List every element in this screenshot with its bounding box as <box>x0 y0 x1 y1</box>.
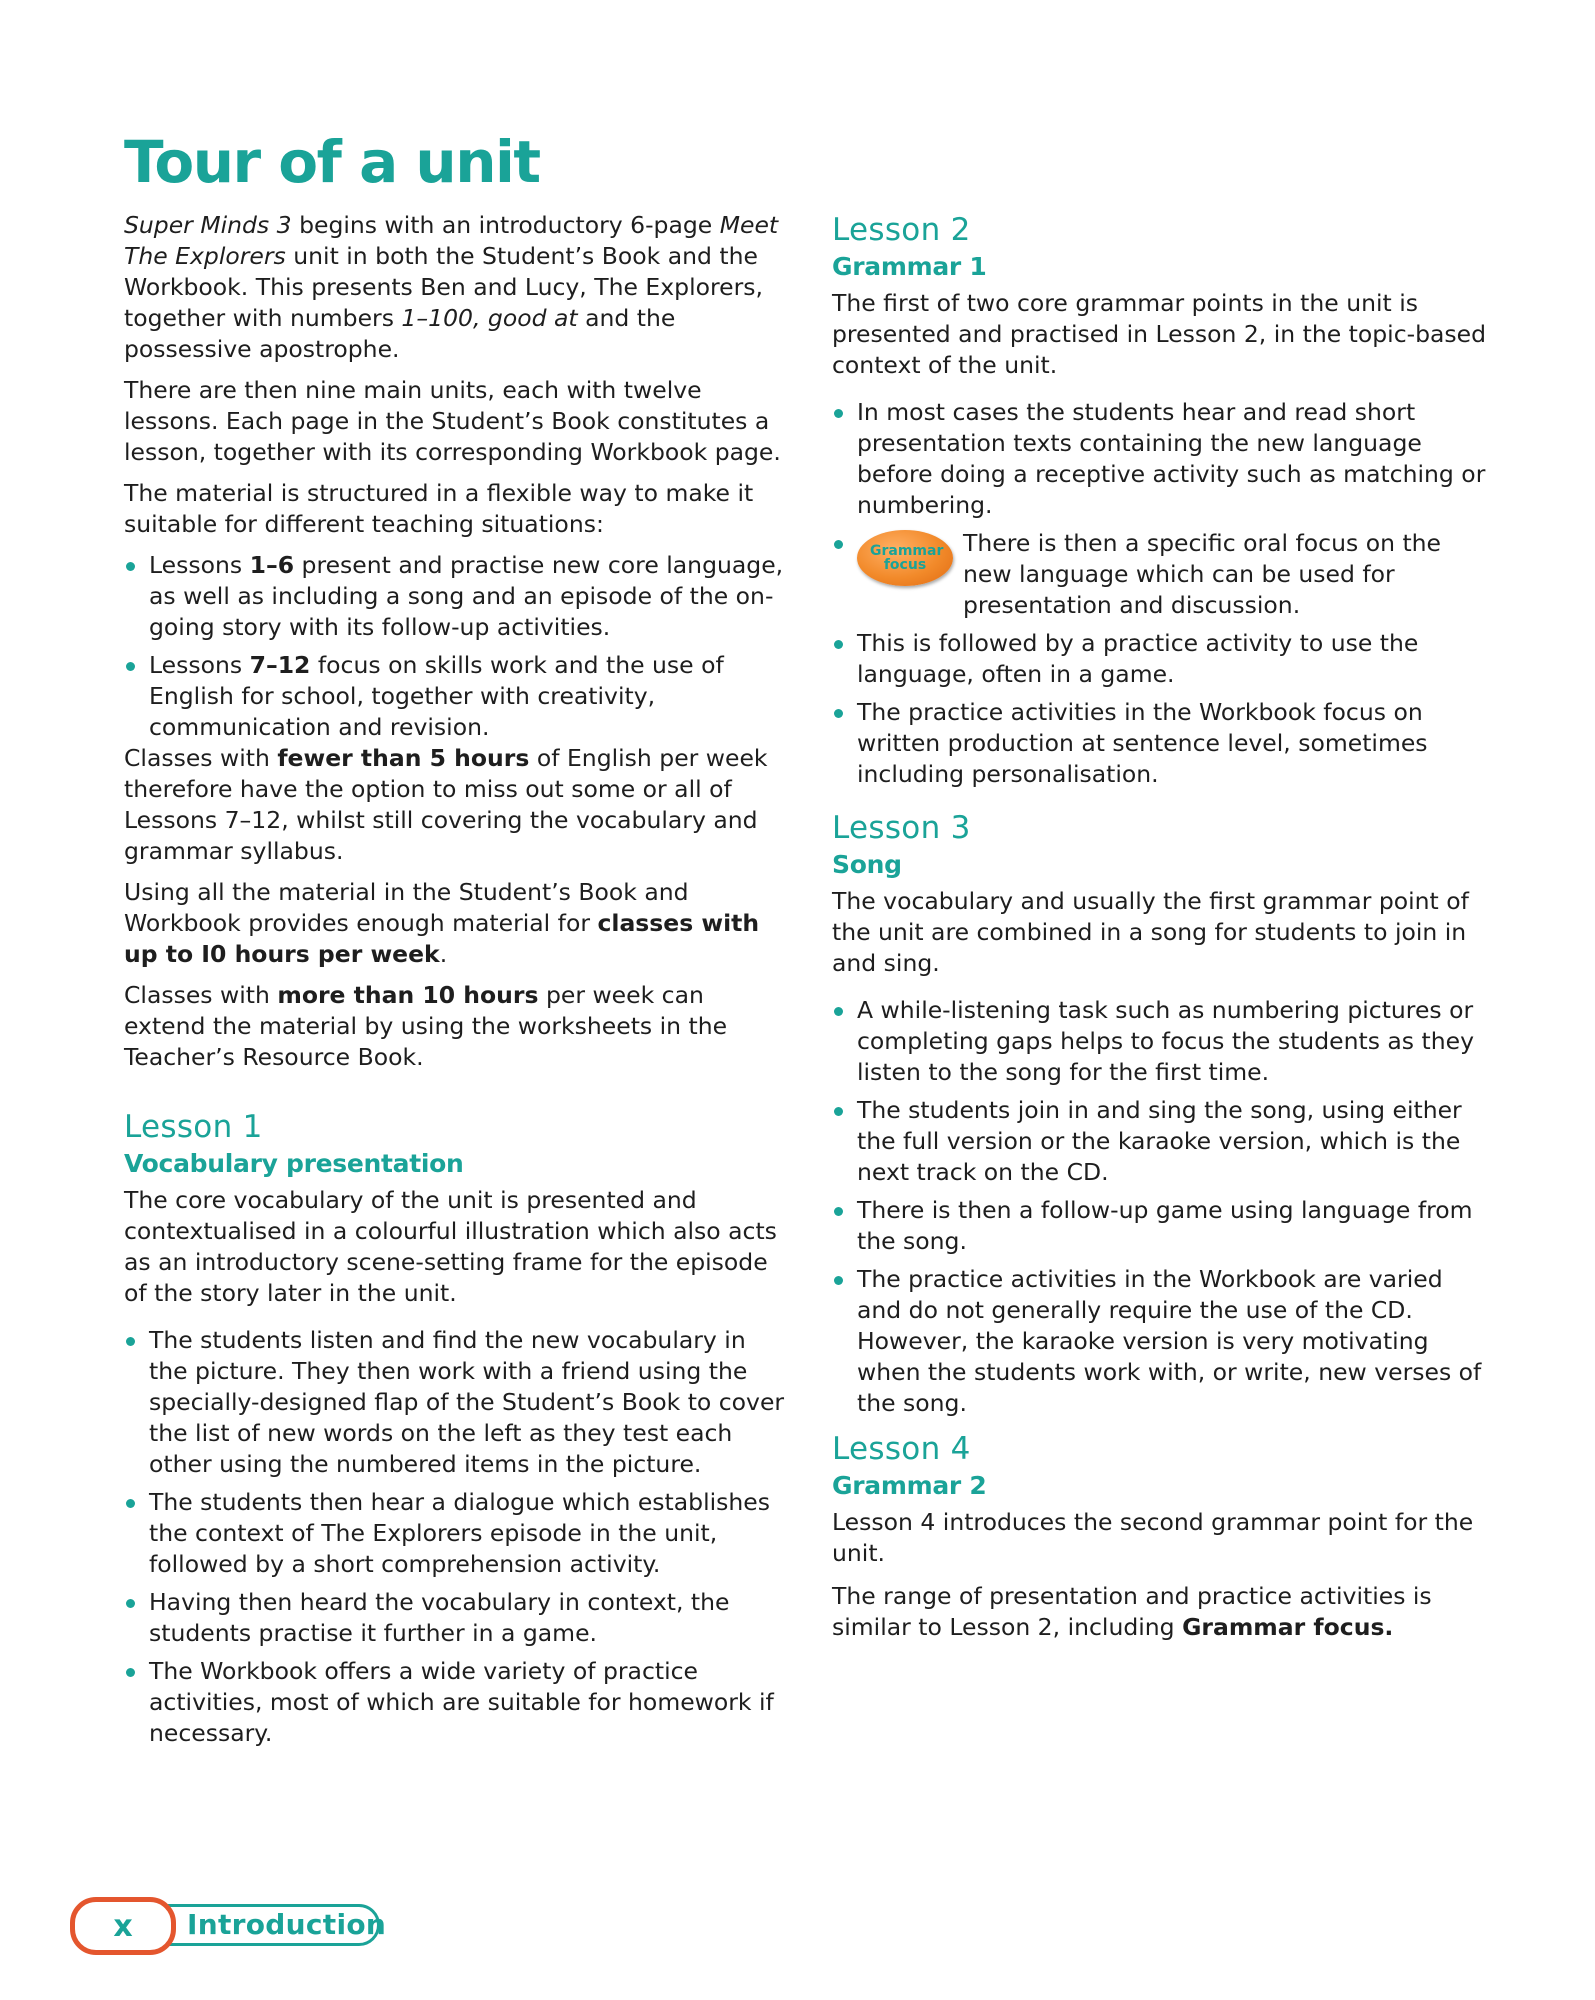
intro-paragraph-1: Super Minds 3 begins with an introductory 6-page Meet The Explorers unit in both the Student’s Book and the Workbook. This presents Ben and Lucy, The Explorers, together with numbers 1–100, good at and the possessive apostrophe. <box>124 211 779 363</box>
lesson-3-heading: Lesson 3 <box>832 810 971 846</box>
list-item: In most cases the students hear and read short presentation texts containing the new language before doing a receptive activity such as matching or numbering. <box>832 397 1494 521</box>
list-item: Having then heard the vocabulary in context, the students practise it further in a game. <box>124 1587 786 1649</box>
list-item: The students listen and find the new vocabulary in the picture. They then work with a friend using the specially-designed flap of the Student’s Book to cover the list of new words on the left as they test each other using the numbered items in the picture. <box>124 1325 786 1480</box>
lesson-2-paragraph: The first of two core grammar points in the unit is presented and practised in Lesson 2, in the topic-based context of the unit. <box>832 289 1487 379</box>
lesson-4-subheading: Grammar 2 <box>832 1471 987 1500</box>
lesson-2-list <box>832 397 1494 790</box>
lesson-1-heading: Lesson 1 <box>124 1109 263 1145</box>
lesson-2-subheading: Grammar 1 <box>832 252 987 281</box>
lesson-4-paragraph-2: The range of presentation and practice activities is similar to Lesson 2, including Grammar focus. <box>832 1582 1432 1641</box>
lesson-1-paragraph: The core vocabulary of the unit is presented and contextualised in a colourful illustration which also acts as an introductory scene-setting frame for the episode of the story later in the unit. <box>124 1186 777 1307</box>
intro-paragraph-4: Classes with fewer than 5 hours of English per week therefore have the option to miss out some or all of Lessons 7–12, whilst still covering the vocabulary and grammar syllabus. <box>124 744 768 865</box>
intro-paragraph-2: There are then nine main units, each with twelve lessons. Each page in the Student’s Book constitutes a lesson, together with its corresponding Workbook page. <box>124 376 781 466</box>
lesson-4-heading: Lesson 4 <box>832 1431 971 1467</box>
list-item: This is followed by a practice activity to use the language, often in a game. <box>832 628 1494 690</box>
list-item: A while-listening task such as numbering pictures or completing gaps helps to focus the students as they listen to the song for the first time. <box>832 995 1494 1088</box>
lesson-3-list <box>832 995 1494 1419</box>
list-item: The practice activities in the Workbook focus on written production at sentence level, sometimes including personalisation. <box>832 697 1494 790</box>
lesson-4-paragraph-1: Lesson 4 introduces the second grammar point for the unit. <box>832 1508 1474 1567</box>
list-item: The students then hear a dialogue which establishes the context of The Explorers episode in the unit, followed by a short comprehension activity. <box>124 1487 786 1580</box>
lesson-1-list <box>124 1325 786 1749</box>
list-item: There is then a follow-up game using language from the song. <box>832 1195 1494 1257</box>
list-item: The students join in and sing the song, using either the full version or the karaoke version, which is the next track on the CD. <box>832 1095 1494 1188</box>
right-column <box>832 210 1494 1653</box>
page-title: Tour of a unit <box>124 128 540 196</box>
page-number: x <box>70 1897 176 1955</box>
grammar-focus-badge: Grammar focus <box>857 530 953 586</box>
list-item: Lessons 7–12 focus on skills work and the use of English for school, together with creativity, communication and revision. <box>124 650 786 743</box>
intro-paragraph-6: Classes with more than 10 hours per week can extend the material by using the worksheets in the Teacher’s Resource Book. <box>124 981 728 1071</box>
lesson-1-subheading: Vocabulary presentation <box>124 1149 464 1178</box>
intro-paragraph-3: The material is structured in a flexible way to make it suitable for different teaching situations: <box>124 479 754 538</box>
page-footer <box>70 1897 387 1955</box>
list-item: Grammar focus There is then a specific oral focus on the new language which can be used for presentation and discussion. <box>832 528 1494 621</box>
list-item: The Workbook offers a wide variety of practice activities, most of which are suitable for homework if necessary. <box>124 1656 786 1749</box>
lesson-2-heading: Lesson 2 <box>832 212 971 248</box>
left-column <box>124 210 786 1759</box>
lessons-list <box>124 550 786 743</box>
intro-paragraph-5: Using all the material in the Student’s Book and Workbook provides enough material for classes with up to I0 hours per week. <box>124 878 760 968</box>
section-label: Introduction <box>187 1908 387 1941</box>
list-item: The practice activities in the Workbook are varied and do not generally require the use of the CD. However, the karaoke version is very motivating when the students work with, or write, new verses of the song. <box>832 1264 1494 1419</box>
lesson-3-subheading: Song <box>832 850 902 879</box>
list-item: Lessons 1–6 present and practise new core language, as well as including a song and an episode of the on-going story with its follow-up activities. <box>124 550 786 643</box>
lesson-3-paragraph: The vocabulary and usually the first grammar point of the unit are combined in a song for students to join in and sing. <box>832 887 1469 977</box>
